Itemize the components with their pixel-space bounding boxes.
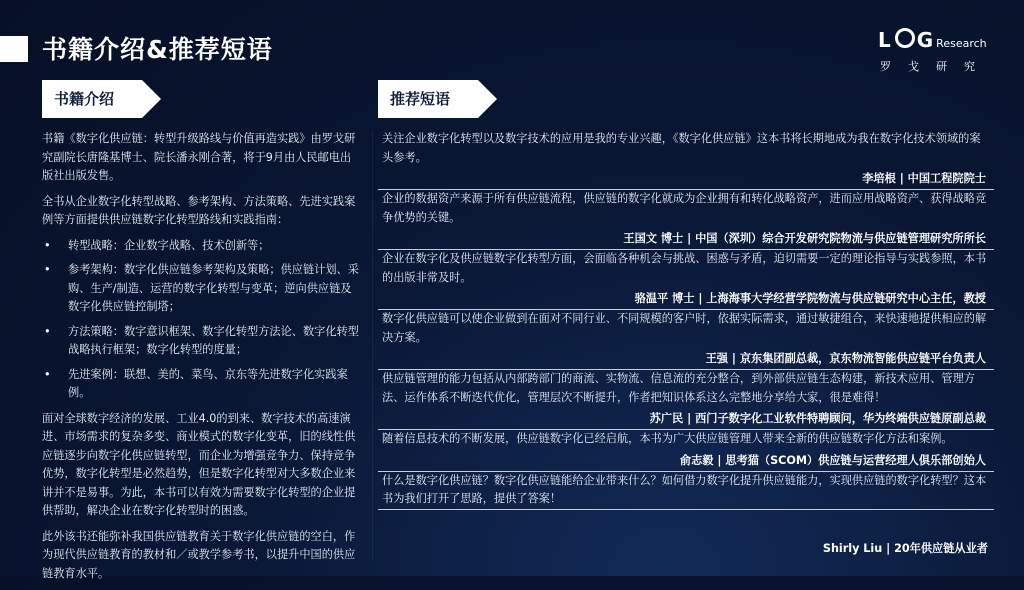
intro-paragraph: 书籍《数字化供应链：转型升级路线与价值再造实践》由罗戈研究副院长唐隆基博士、院长潘永刚合著，将于9月由人民邮电出版社出版发售。 xyxy=(42,132,356,182)
list-item: • 参考架构：数字化供应链参考架构及策略；供应链计划、采购、生产/制造、运营的数字化转型与变革；逆向供应链及数字化供应链控制塔； xyxy=(42,261,360,317)
quote-author: 骆温平 博士 | 上海海事大学经营学院物流与供应链研究中心主任，教授 xyxy=(634,292,986,305)
recommendation-list xyxy=(378,130,994,510)
quote-author: 李培根 | 中国工程院院士 xyxy=(862,172,986,185)
quote-text: 供应链管理的能力包括从内部跨部门的商流、实物流、信息流的充分整合，到外部供应链生态构建，新技术应用、管理方法、运作体系不断迭代优化，管理层次不断提升，作者把知识体系这么完整地分享给大家，很是难得！ xyxy=(382,372,975,404)
quote-text: 随着信息技术的不断发展，供应链数字化已经启航，本书为广大供应链管理人带来全新的供应链数字化方法和案例。 xyxy=(382,432,953,445)
recommendation-item xyxy=(378,430,994,472)
column-divider xyxy=(372,130,373,560)
quote-author: Shirly Liu | 20年供应链从业者 xyxy=(822,542,988,555)
recommendation-item xyxy=(378,310,994,370)
quote-author: 王国文 博士 | 中国（深圳）综合开发研究院物流与供应链管理研究所所长 xyxy=(623,232,986,245)
section-tag-label: 书籍介绍 xyxy=(42,80,142,118)
logo xyxy=(878,27,1003,75)
recommendation-item xyxy=(378,370,994,430)
recommendation-item xyxy=(378,472,994,510)
logo-chinese: 罗戈研究 xyxy=(880,60,992,73)
page-title: 书籍介绍&推荐短语 xyxy=(42,35,273,64)
recommendation-item xyxy=(378,250,994,310)
quote-text: 什么是数字化供应链？数字化供应链能给企业带来什么？如何借力数字化提升供应链能力，实现供应链的数字化转型？这本书为我们打开了思路，提供了答案！ xyxy=(382,473,987,505)
book-intro xyxy=(42,130,360,590)
intro-paragraph: 此外该书还能弥补我国供应链教育关于数字化供应链的空白，作为现代供应链教育的教材和／或教学参考书，以提升中国的供应链教育水平。 xyxy=(42,529,356,580)
logo-wordmark: L G Research xyxy=(878,28,987,52)
list-item: • 先进案例：联想、美的、菜鸟、京东等先进数字化实践案例。 xyxy=(42,366,360,403)
quote-author: 王强 | 京东集团副总裁，京东物流智能供应链平台负责人 xyxy=(705,352,986,365)
quote-author: 苏广民 | 西门子数字化工业软件特聘顾问，华为终端供应链原副总裁 xyxy=(649,412,986,425)
intro-paragraph: 面对全球数字经济的发展、工业4.0的到来、数字技术的高速演进、市场需求的复杂多变、商业模式的数字化变革，旧的线性供应链逐步向数字化供应链转型，而企业为增强竞争力、保持竞争优势，数字化转型是必然趋势，但是数字化转型对大多数企业来讲并不是易事。为此，本书可以有效为需要数字化转型的企业提供帮助，解决企业在数字化转型时的困惑。 xyxy=(42,411,356,517)
section-tag-intro xyxy=(42,80,142,118)
logo-ring-icon xyxy=(895,28,915,48)
section-tag-label: 推荐短语 xyxy=(378,80,478,118)
list-item: • 方法策略：数字意识框架、数字化转型方法论、数字化转型战略执行框架；数字化转型的度量； xyxy=(42,323,360,360)
quote-text: 企业在数字化及供应链数字化转型方面，会面临各种机会与挑战、困惑与矛盾，迫切需要一定的理论指导与实践参照，本书的出版非常及时。 xyxy=(382,252,987,284)
quote-text: 关注企业数字化转型以及数字技术的应用是我的专业兴趣，《数字化供应链》这本书将长期地成为我在数字化技术领域的案头参考。 xyxy=(382,132,981,164)
list-item: • 转型战略：企业数字战略、技术创新等； xyxy=(42,237,360,256)
quote-text: 企业的数据资产来源于所有供应链流程，供应链的数字化就成为企业拥有和转化战略资产，进而应用战略资产、获得战略竞争优势的关键。 xyxy=(382,192,987,224)
quote-text: 数字化供应链可以使企业做到在面对不同行业、不同规模的客户时，依据实际需求，通过敏捷组合，来快速地提供相应的解决方案。 xyxy=(382,312,987,344)
quote-author: 俞志毅 | 思考猫（SCOM）供应链与运营经理人俱乐部创始人 xyxy=(679,453,986,467)
title-accent-bar xyxy=(0,36,28,62)
recommendation-item xyxy=(378,190,994,250)
intro-paragraph: 全书从企业数字化转型战略、参考架构、方法策略、先进实践案例等方面提供供应链数字化转型路线和实践指南： xyxy=(42,194,356,226)
section-tag-quotes xyxy=(378,80,478,118)
recommendation-item xyxy=(378,130,994,190)
intro-bullet-list xyxy=(42,237,360,403)
